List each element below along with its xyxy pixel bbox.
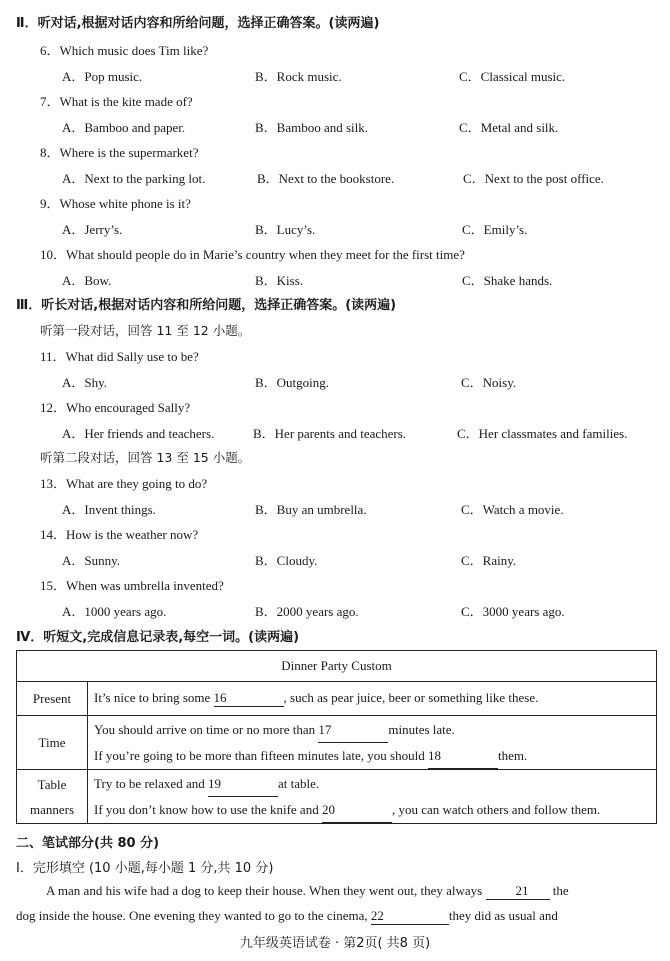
option-12b[interactable]: B．Her parents and teachers. xyxy=(253,426,407,441)
row-label-present: Present xyxy=(17,682,88,716)
question-14: 14．How is the weather now? xyxy=(40,527,199,542)
time2-text-post: them. xyxy=(497,747,528,763)
table-manners-label-1: Table xyxy=(37,776,67,792)
blank-19[interactable]: 19 xyxy=(208,771,278,797)
option-13b[interactable]: B．Buy an umbrella. xyxy=(255,502,367,517)
option-10b[interactable]: B．Kiss. xyxy=(255,273,304,288)
question-11: 11．What did Sally use to be? xyxy=(40,349,199,364)
option-8b[interactable]: B．Next to the bookstore. xyxy=(257,171,395,186)
time2-text-pre: If you’re going to be more than fifteen minutes late, you should xyxy=(94,747,428,763)
question-9: 9．Whose white phone is it? xyxy=(40,196,191,211)
cloze-text-1: A man and his wife had a dog to keep their house. When they went out, they always xyxy=(46,883,486,898)
row-present xyxy=(88,682,657,716)
option-14b[interactable]: B．Cloudy. xyxy=(255,553,318,568)
time1-text-pre: You should arrive on time or no more than xyxy=(94,721,319,737)
blank-20[interactable]: 20 xyxy=(322,797,392,823)
cloze-paragraph-line-2 xyxy=(16,908,656,925)
option-15b[interactable]: B．2000 years ago. xyxy=(255,604,359,619)
dialog-1-instruction: 听第一段对话，回答 11 至 12 小题。 xyxy=(40,323,251,338)
option-9a[interactable]: A．Jerry’s. xyxy=(62,222,123,237)
dialog-2-instruction: 听第二段对话，回答 13 至 15 小题。 xyxy=(40,450,251,465)
option-14c[interactable]: C．Rainy. xyxy=(461,553,517,568)
time-line-1 xyxy=(94,717,650,743)
option-9b[interactable]: B．Lucy’s. xyxy=(255,222,316,237)
row-time xyxy=(88,716,657,770)
option-7a[interactable]: A．Bamboo and paper. xyxy=(62,120,186,135)
option-15a[interactable]: A．1000 years ago. xyxy=(62,604,167,619)
question-13: 13．What are they going to do? xyxy=(40,476,208,491)
row-label-table-manners xyxy=(17,770,88,824)
blank-22[interactable]: 22 xyxy=(371,908,449,925)
option-13a[interactable]: A．Invent things. xyxy=(62,502,156,517)
option-10c[interactable]: C．Shake hands. xyxy=(462,273,553,288)
present-text-pre: It’s nice to bring some xyxy=(94,690,214,705)
time-line-2 xyxy=(94,743,650,769)
question-7: 7．What is the kite made of? xyxy=(40,94,193,109)
blank-18[interactable]: 18 xyxy=(428,743,498,769)
cloze-paragraph-line-1 xyxy=(16,883,656,900)
option-6b[interactable]: B．Rock music. xyxy=(255,69,342,84)
option-13c[interactable]: C．Watch a movie. xyxy=(461,502,564,517)
question-12: 12．Who encouraged Sally? xyxy=(40,400,191,415)
option-11b[interactable]: B．Outgoing. xyxy=(255,375,330,390)
question-6: 6．Which music does Tim like? xyxy=(40,43,209,58)
manners-line-2 xyxy=(94,797,650,823)
blank-17[interactable]: 17 xyxy=(318,717,388,743)
blank-21[interactable]: 21 xyxy=(486,883,550,900)
manners-line-1 xyxy=(94,771,650,797)
question-8: 8．Where is the supermarket? xyxy=(40,145,199,160)
section-heading-passage: Ⅳ．听短文,完成信息记录表,每空一词。(读两遍) xyxy=(16,630,300,645)
option-10a[interactable]: A．Bow. xyxy=(62,273,112,288)
option-8a[interactable]: A．Next to the parking lot. xyxy=(62,171,206,186)
info-record-table xyxy=(16,650,657,824)
option-6c[interactable]: C．Classical music. xyxy=(459,69,566,84)
option-11a[interactable]: A．Shy. xyxy=(62,375,108,390)
page-footer: 九年级英语试卷 · 第2页( 共8 页) xyxy=(239,936,431,951)
cloze-text-4: they did as usual and xyxy=(448,908,558,923)
cloze-heading: Ⅰ．完形填空 (10 小题,每小题 1 分,共 10 分) xyxy=(16,861,274,876)
present-text-post: , such as pear juice, beer or something like these. xyxy=(283,690,539,705)
option-7b[interactable]: B．Bamboo and silk. xyxy=(255,120,369,135)
question-10: 10．What should people do in Marie’s country when they meet for the first time? xyxy=(40,247,465,262)
cloze-text-3: dog inside the house. One evening they wanted to go to the cinema, xyxy=(16,908,371,923)
option-6a[interactable]: A．Pop music. xyxy=(62,69,143,84)
m2-text-pre: If you don’t know how to use the knife and xyxy=(94,801,322,817)
option-9c[interactable]: C．Emily’s. xyxy=(462,222,528,237)
m2-text-post: , you can watch others and follow them. xyxy=(391,801,601,817)
blank-16[interactable]: 16 xyxy=(214,690,284,707)
option-14a[interactable]: A．Sunny. xyxy=(62,553,121,568)
option-15c[interactable]: C．3000 years ago. xyxy=(461,604,565,619)
row-label-time: Time xyxy=(17,716,88,770)
option-8c[interactable]: C．Next to the post office. xyxy=(463,171,604,186)
option-7c[interactable]: C．Metal and silk. xyxy=(459,120,559,135)
table-manners-label-2: manners xyxy=(29,801,75,817)
table-title: Dinner Party Custom xyxy=(17,651,657,682)
written-part-heading: 二、笔试部分(共 80 分) xyxy=(16,836,160,851)
time1-text-post: minutes late. xyxy=(388,721,455,737)
m1-text-pre: Try to be relaxed and xyxy=(94,775,208,791)
section-heading-long-dialogs: Ⅲ．听长对话,根据对话内容和所给问题，选择正确答案。(读两遍) xyxy=(16,298,397,313)
row-table-manners xyxy=(88,770,657,824)
cloze-text-2: the xyxy=(552,883,569,898)
option-11c[interactable]: C．Noisy. xyxy=(461,375,517,390)
option-12c[interactable]: C．Her classmates and families. xyxy=(457,426,628,441)
section-heading-listening-dialogs: Ⅱ．听对话,根据对话内容和所给问题，选择正确答案。(读两遍) xyxy=(16,16,380,31)
option-12a[interactable]: A．Her friends and teachers. xyxy=(62,426,215,441)
question-15: 15．When was umbrella invented? xyxy=(40,578,224,593)
m1-text-post: at table. xyxy=(277,775,320,791)
